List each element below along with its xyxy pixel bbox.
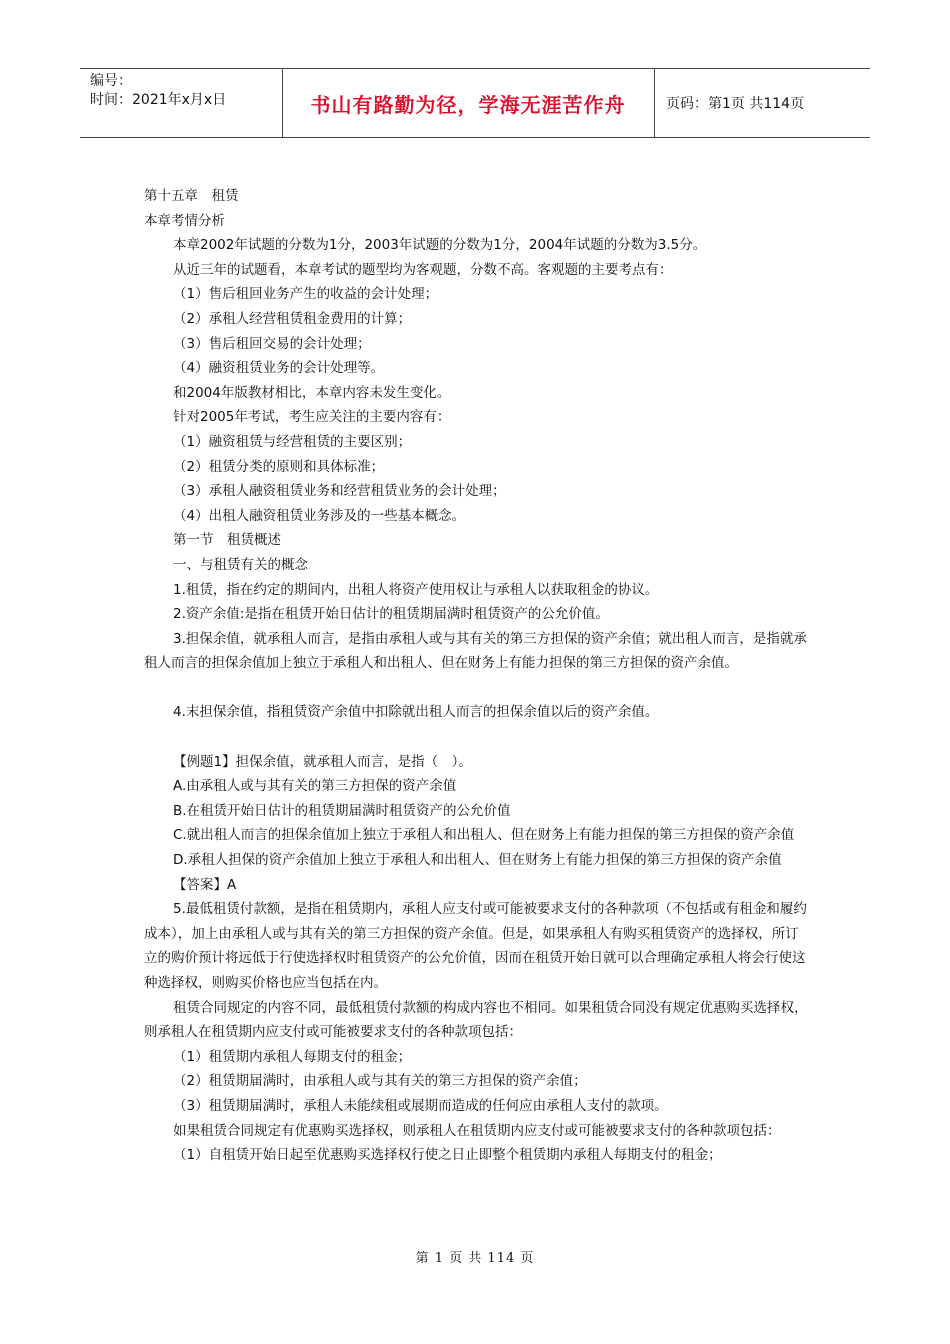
section-title: 第一节 租赁概述 [173,532,281,549]
paragraph: 租赁合同规定的内容不同，最低租赁付款额的构成内容也不相同。如果租赁合同没有规定优惠购买选择权，则承租人在租赁期内应支付或可能被要求支付的各种款项包括： [144,999,808,1041]
list-item: （1）自租赁开始日起至优惠购买选择权行使之日止即整个租赁期内承租人每期支付的租金； [173,1147,722,1164]
list-item: （1）售后租回业务产生的收益的会计处理； [173,286,439,303]
document-number-label: 编号： [90,73,132,89]
example-question: 【例题1】担保余值，就承租人而言，是指（ ）。 [173,753,472,770]
header-motto: 书山有路勤为径，学海无涯苦作舟 [310,93,626,117]
definition: 3.担保余值，就承租人而言，是指由承租人或与其有关的第三方担保的资产余值；就出租人而言，是指就承租人而言的担保余值加上独立于承租人和出租人、但在财务上有能力担保的第三方担保的资产余值。 [144,630,807,672]
spacer [144,676,812,701]
list-item: （3）租赁期届满时，承租人未能续租或展期而造成的任何应由承租人支付的款项。 [173,1097,668,1114]
option: D.承租人担保的资产余值加上独立于承租人和出租人、但在财务上有能力担保的第三方担保的资产余值 [173,852,782,869]
option: C.就出租人而言的担保余值加上独立于承租人和出租人、但在财务上有能力担保的第三方担保的资产余值 [173,827,795,844]
paragraph: 从近三年的试题看，本章考试的题型均为客观题，分数不高。客观题的主要考点有： [173,261,673,278]
header-divider-right [654,69,655,137]
definition: 5.最低租赁付款额，是指在租赁期内，承租人应支付或可能被要求支付的各种款项（不包括或有租金和履约成本），加上由承租人或与其有关的第三方担保的资产余值。但是，如果承租人有购买租赁资产的选择权，所订立的购价预计将远低于行使选择权时租赁资产的公允价值，因而在租赁开始日就可以合理确定承租人将会行使这种选择权，则购买价格也应当包括在内。 [144,901,807,991]
list-item: （2）承租人经营租赁租金费用的计算； [173,310,412,327]
chapter-title: 第十五章 租赁 [144,188,239,204]
definition: 2.资产余值:是指在租赁开始日估计的租赁期届满时租赁资产的公允价值。 [173,606,609,623]
subsection-title: 一、与租赁有关的概念 [173,556,308,573]
paragraph: 和2004年版教材相比，本章内容未发生变化。 [173,384,451,401]
list-item: （3）售后租回交易的会计处理； [173,335,371,352]
option: A.由承租人或与其有关的第三方担保的资产余值 [173,778,457,795]
document-header [80,68,870,138]
list-item: （2）租赁分类的原则和具体标准； [173,458,385,475]
analysis-title: 本章考情分析 [144,212,225,229]
list-item: （4）出租人融资租赁业务涉及的一些基本概念。 [173,507,466,524]
list-item: （1）融资租赁与经营租赁的主要区别； [173,433,412,450]
list-item: （4）融资租赁业务的会计处理等。 [173,360,385,377]
option: B.在租赁开始日估计的租赁期届满时租赁资产的公允价值 [173,802,511,819]
definition: 1.租赁，指在约定的期间内，出租人将资产使用权让与承租人以获取租金的协议。 [173,581,659,598]
paragraph: 如果租赁合同规定有优惠购买选择权，则承租人在租赁期内应支付或可能被要求支付的各种款项包括： [173,1122,781,1139]
paragraph: 本章2002年试题的分数为1分，2003年试题的分数为1分，2004年试题的分数为3.5分。 [173,237,707,254]
header-meta [90,72,226,110]
header-page-label: 页码：第1页 共114页 [666,96,805,112]
list-item: （2）租赁期届满时，由承租人或与其有关的第三方担保的资产余值； [173,1073,587,1090]
definition: 4.末担保余值，指租赁资产余值中扣除就出租人而言的担保余值以后的资产余值。 [173,704,659,721]
list-item: （3）承租人融资租赁业务和经营租赁业务的会计处理； [173,483,506,500]
list-item: （1）租赁期内承租人每期支付的租金； [173,1048,412,1065]
answer: 【答案】A [173,876,237,893]
document-time-label: 时间：2021年x月x日 [90,92,227,108]
page-footer: 第 1 页 共 114 页 [415,1251,535,1266]
paragraph: 针对2005年考试，考生应关注的主要内容有： [173,409,451,426]
spacer [144,725,812,750]
document-body [144,184,812,1168]
